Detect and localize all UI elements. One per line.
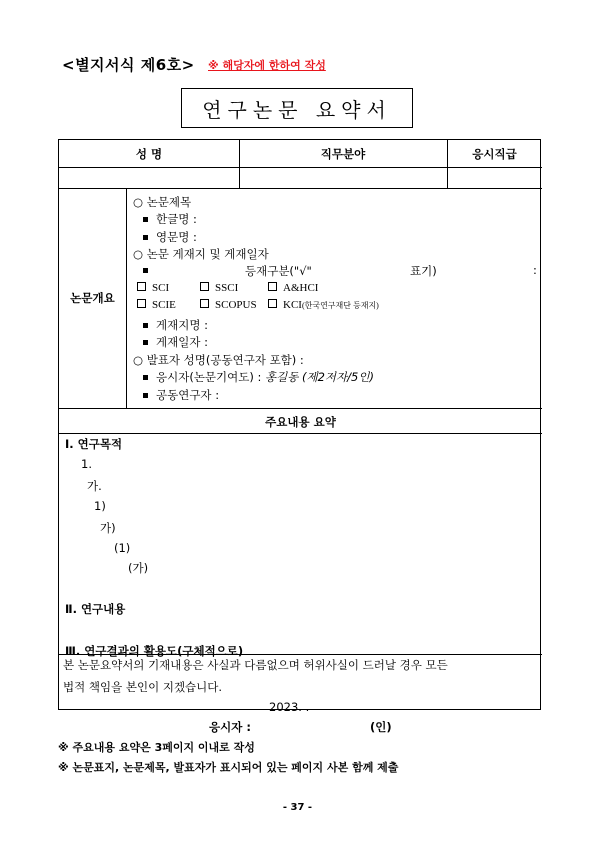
paper-title-label: ○ 논문제목 (133, 195, 192, 209)
applicant-prefix: 응시자(논문기여도) : (156, 370, 266, 384)
outline-level-2: 가. (87, 479, 102, 493)
table-rule (59, 167, 542, 168)
note-submit-copy: ※ 논문표지, 논문제목, 발표자가 표시되어 있는 페이지 사본 함께 제출 (58, 761, 399, 774)
applicant-item (143, 369, 374, 385)
register-type-label: 등재구분("√" (245, 264, 312, 278)
header-field: 직무분야 (320, 147, 366, 161)
outline-level-4: 가) (100, 521, 116, 535)
coauthor-label: 공동연구자 : (156, 388, 220, 402)
header-name: 성 명 (135, 147, 163, 161)
page-number: - 37 - (282, 802, 313, 813)
presenter-label: ○ 발표자 성명(공동연구자 포함) : (133, 353, 304, 367)
register-type-item (143, 263, 156, 277)
journal-name-label: 게재지명 : (156, 318, 208, 332)
bullet-icon (143, 235, 148, 240)
coauthor-item (143, 387, 219, 403)
pledge-line-1: 본 논문요약서의 기재내용은 사실과 다름없으며 허위사실이 드러날 경우 모든 (63, 658, 448, 672)
checkbox-icon (137, 299, 146, 308)
english-name-item (143, 229, 197, 245)
bullet-icon (143, 375, 148, 380)
journal-name-item (143, 317, 208, 333)
journal-date-item-label: 게재일자 : (156, 335, 208, 349)
bullet-icon (143, 340, 148, 345)
applicant-example: 홍길동 (제2저자/5인) (265, 370, 374, 384)
index-kci-label: KCI (283, 299, 302, 311)
note-page-limit: ※ 주요내용 요약은 3페이지 이내로 작성 (58, 741, 255, 754)
index-kci-note: (한국연구재단 등재지) (301, 301, 379, 310)
english-name-label: 영문명 : (156, 230, 197, 244)
outline-level-6: (가) (128, 561, 149, 575)
register-type-suffix: 표기) (410, 264, 437, 278)
bullet-icon (143, 217, 148, 222)
register-type-colon: : (533, 263, 537, 277)
name-field[interactable] (60, 169, 238, 187)
seal-mark: (인) (370, 720, 392, 734)
field-input[interactable] (240, 169, 446, 187)
section-utilization: Ⅲ. 연구결과의 활용도(구체적으로) (65, 644, 244, 658)
document-title: 연구논문 요약서 (181, 88, 413, 128)
bullet-icon (143, 268, 148, 273)
form-label: <별지서식 제6호> (62, 56, 195, 74)
index-scopus-label: SCOPUS (215, 299, 257, 311)
checkbox-icon (200, 282, 209, 291)
checkbox-icon (137, 282, 146, 291)
summary-form-table (58, 139, 541, 734)
table-rule (59, 433, 542, 434)
grade-input[interactable] (448, 169, 541, 187)
index-ahci-label: A&HCI (283, 282, 319, 294)
bullet-icon (143, 393, 148, 398)
summary-header: 주요내용 요약 (265, 415, 336, 429)
outline-level-3: 1) (94, 499, 106, 513)
checkbox-icon (268, 282, 277, 291)
outline-level-5: (1) (114, 541, 131, 555)
index-ahci-option[interactable] (268, 282, 318, 294)
section-purpose: Ⅰ. 연구목적 (65, 437, 123, 451)
index-scie-label: SCIE (152, 299, 176, 311)
index-kci-option[interactable] (268, 299, 379, 311)
index-scopus-option[interactable] (200, 299, 257, 311)
bullet-icon (143, 323, 148, 328)
index-sci-option[interactable] (137, 282, 169, 294)
checkbox-icon (268, 299, 277, 308)
index-ssci-option[interactable] (200, 282, 238, 294)
table-rule (126, 188, 127, 408)
journal-date-item (143, 334, 208, 350)
form-note: ※ 해당자에 한하여 작성 (208, 59, 326, 72)
table-rule (59, 408, 542, 409)
pledge-line-2: 법적 책임을 본인이 지겠습니다. (63, 680, 223, 694)
outline-level-1: 1. (81, 457, 92, 471)
korean-name-label: 한글명 : (156, 212, 197, 226)
journal-date-label: ○ 논문 게재지 및 게재일자 (133, 247, 269, 261)
overview-label: 논문개요 (70, 291, 115, 305)
pledge-date: 2023. . (269, 700, 310, 714)
index-sci-label: SCI (152, 282, 170, 294)
header-grade: 응시직급 (472, 147, 517, 161)
table-rule (59, 188, 542, 189)
checkbox-icon (200, 299, 209, 308)
korean-name-item (143, 211, 197, 227)
applicant-sign-label: 응시자 : (209, 720, 251, 734)
section-content: Ⅱ. 연구내용 (65, 602, 126, 616)
index-scie-option[interactable] (137, 299, 176, 311)
index-ssci-label: SSCI (215, 282, 239, 294)
